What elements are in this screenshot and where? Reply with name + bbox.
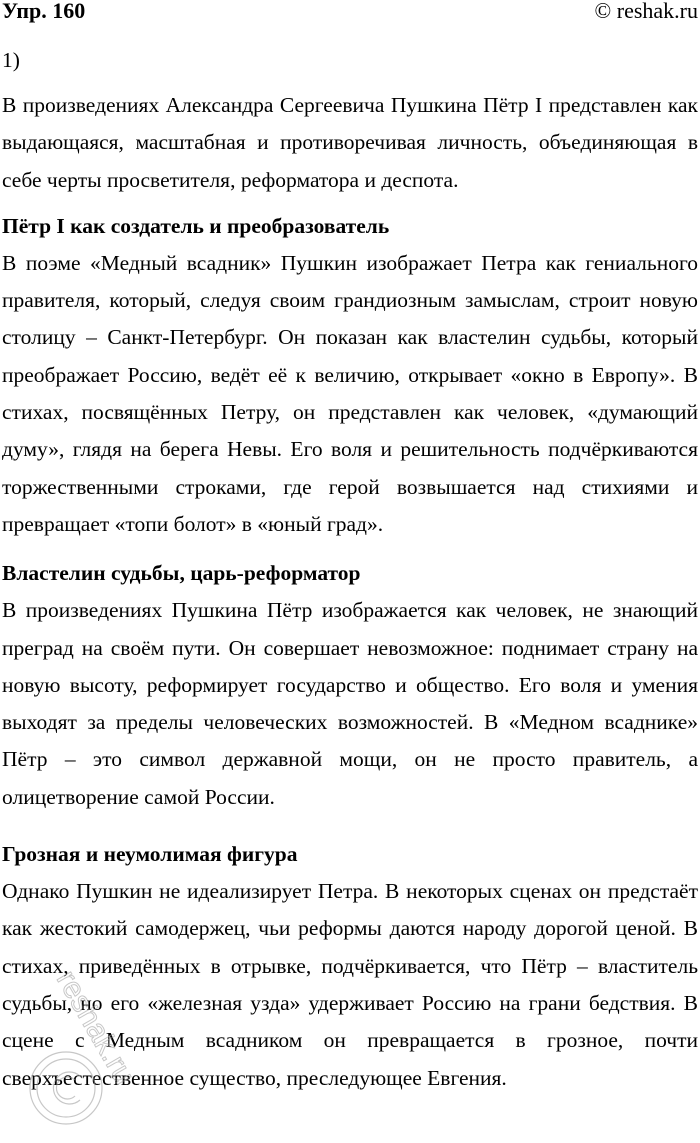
section-heading: Пётр I как создатель и преобразователь [2, 213, 390, 238]
intro-paragraph: В произведениях Александра Сергеевича Пушкина Пётр I представлен как выдающаяся, масштабная и противоречивая личность, объединяющая в себе черты просветителя, реформатора и деспота. [2, 93, 698, 192]
document-body [2, 42, 698, 1097]
watermark-text: reshak.ru [49, 965, 142, 1090]
section-paragraph: В произведениях Пушкина Пётр изображается как человек, не знающий преград на своём пути. Он совершает невозможное: поднимает страну на новую высоту, реформирует государство и общество. Его воля и умения выходят за пределы человеческих возможностей. В «Медном всаднике» Пётр – это символ державной мощи, он не просто правитель, а олицетворение самой России. [2, 598, 698, 809]
page-header [2, 0, 698, 25]
section-heading: Грозная и неумолимая фигура [2, 842, 298, 867]
copyright-notice: © reshak.ru [594, 0, 698, 23]
exercise-title: Упр. 160 [2, 0, 86, 23]
section-paragraph: В поэме «Медный всадник» Пушкин изображает Петра как гениального правителя, который, следуя своим грандиозным замыслам, строит новую столицу – Санкт-Петербург. Он показан как властелин судьбы, который преображает Россию, ведёт её к величию, открывает «окно в Европу». В стихах, посвящённых Петру, он представлен как человек, «думающий думу», глядя на берега Невы. Его воля и решительность подчёркиваются торжественными строками, где герой возвышается над стихиями и превращает «топи болот» в «юный град». [2, 250, 698, 536]
section-paragraph: Однако Пушкин не идеализирует Петра. В некоторых сценах он предстаёт как жестокий самодержец, чьи реформы даются народу дорогой ценой. В стихах, приведённых в отрывке, подчёркивается, что Пётр – властитель судьбы, но его «железная узда» удерживает Россию на грани бедствия. В сцене с Медным всадником он превращается в грозное, почти сверхъестественное существо, преследующее Евгения. [2, 879, 698, 1090]
item-number: 1) [2, 48, 20, 72]
section-heading: Властелин судьбы, царь-реформатор [2, 561, 361, 586]
